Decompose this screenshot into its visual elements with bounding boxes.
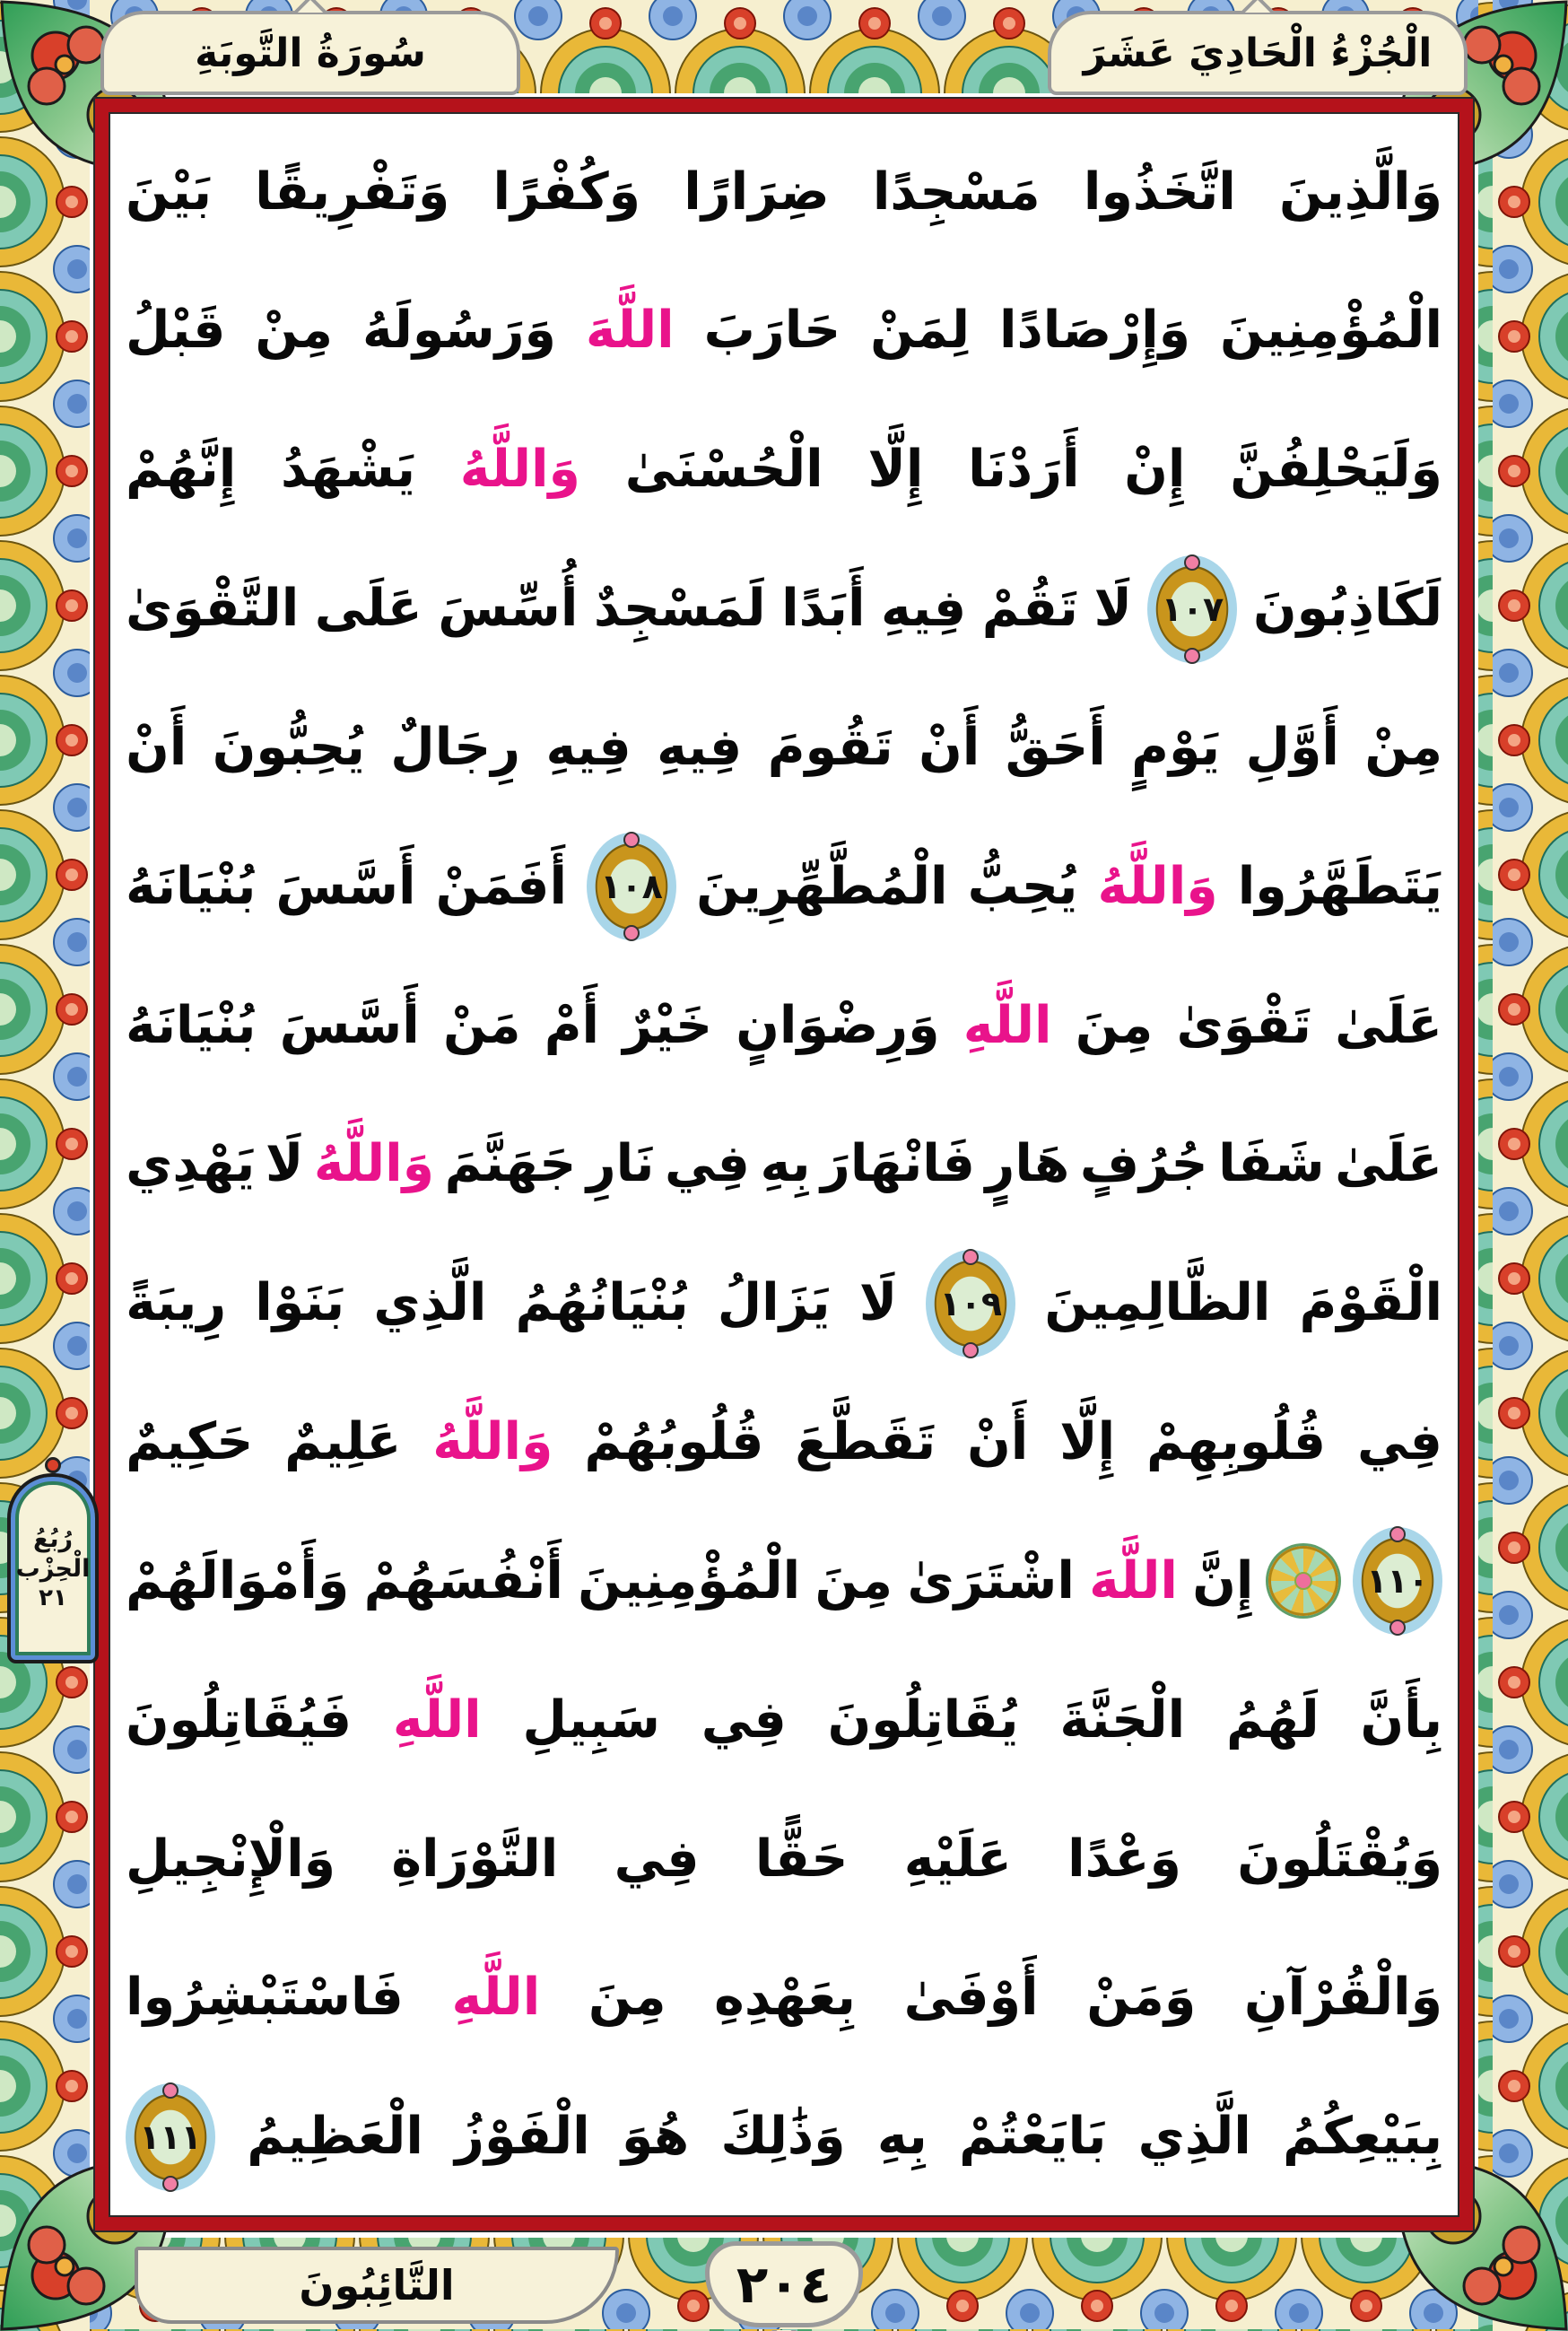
ayah-word: اتَّخَذُوا (1083, 162, 1236, 222)
rub-el-hizb-icon (1268, 1546, 1338, 1616)
surah-title-cartouche (100, 11, 520, 95)
verse-number: ١١٠ (1366, 1561, 1429, 1602)
ayah-word: رِيبَةً (126, 1273, 227, 1333)
ayah-word: حَكِيمٌ (126, 1412, 254, 1472)
allah-word: وَاللَّهُ (1097, 856, 1218, 916)
ayah-word: حَقًّا (754, 1829, 849, 1889)
ayah-word: بُنْيَانَهُ (126, 995, 257, 1055)
ayah-word: يُقَاتِلُونَ (827, 1689, 1019, 1750)
ayah-word: أَوْفَىٰ (903, 1968, 1039, 2028)
ayah-word: فَانْهَارَ (821, 1134, 975, 1194)
allah-word: وَاللَّهُ (432, 1412, 553, 1472)
ayah-word: لَا (1093, 579, 1132, 639)
ayah-word: بِبَيْعِكُمُ (1283, 2107, 1442, 2167)
juz-title-cartouche (1048, 11, 1468, 95)
ayah-word: أَنْ (967, 1412, 1029, 1472)
ayah-word: حَارَبَ (703, 301, 841, 361)
allah-word: اللَّهِ (392, 1689, 482, 1750)
juz-title: الْجُزْءُ الْحَادِيَ عَشَرَ (1083, 30, 1433, 76)
ayah-word: أَمْ (544, 995, 600, 1055)
ayah-word: إِلَّا (1059, 1412, 1116, 1472)
ayah-word: خَيْرٌ (623, 995, 713, 1055)
ayah-word: الَّذِي (373, 1273, 487, 1333)
ayah-word: وَيُقْتَلُونَ (1237, 1829, 1442, 1889)
ayah-word: وَكُفْرًا (492, 162, 641, 222)
ayah-word: أَفَمَنْ (435, 856, 567, 916)
ayah-word: مَسْجِدًا (872, 162, 1041, 222)
ayah-word: وَالْقُرْآنِ (1243, 1968, 1442, 2028)
ayah-word: بِهِ (760, 1134, 811, 1194)
ayah-word: إِنَّ (1192, 1550, 1254, 1611)
ayah-word: بُنْيَانُهُمُ (515, 1273, 689, 1333)
rub-el-hizb-marker (7, 1473, 99, 1663)
ayah-word: مِنَ (1075, 995, 1154, 1055)
quran-line-14 (126, 1932, 1442, 2065)
rub-el-hizb-word1: رُبُعُ (32, 1525, 74, 1553)
ayah-word: تَقُمْ (981, 579, 1078, 639)
ayah-word: فَيُقَاتِلُونَ (126, 1689, 353, 1750)
ayah-word: تَقُومَ (767, 717, 893, 777)
verse-end-medallion (1353, 1527, 1442, 1635)
ayah-word: عَلِيمٌ (284, 1412, 402, 1472)
verse-end-medallion (126, 2083, 215, 2191)
allah-word: اللَّهَ (585, 301, 675, 361)
ayah-word: قُلُوبُهُمْ (584, 1412, 764, 1472)
verse-number: ١٠٩ (939, 1283, 1003, 1323)
allah-word: وَاللَّهُ (459, 440, 580, 500)
ayah-word: فِي (1357, 1412, 1442, 1472)
ayah-word: الْمُؤْمِنِينَ (578, 1550, 801, 1611)
ayah-word: فِيهِ (657, 717, 743, 777)
ayah-word: قُلُوبِهِمْ (1146, 1412, 1327, 1472)
ayah-word: يَشْهَدُ (281, 440, 416, 500)
ayah-word: أَحَقُّ (1005, 717, 1106, 777)
ayah-word: ضِرَارًا (684, 162, 830, 222)
ayah-word: هُوَ (621, 2107, 690, 2167)
ayah-word: فِي (664, 1134, 750, 1194)
ayah-word: الْفَوْزُ (455, 2107, 590, 2167)
rub-el-hizb-number: ٢١ (39, 1585, 67, 1611)
ayah-word: أَنْ (126, 717, 187, 777)
rub-el-hizb-word2: الْحِزْب (15, 1555, 91, 1583)
ayah-word: مِنَ (588, 1968, 666, 2028)
page-number: ٢٠٤ (736, 2254, 832, 2315)
ayah-word: بِهِ (876, 2107, 928, 2167)
ayah-word: الْجَنَّةَ (1059, 1689, 1186, 1750)
ayah-word: عَلَىٰ (1335, 995, 1442, 1055)
ayah-word: بِأَنَّ (1360, 1689, 1442, 1750)
quran-line-13 (126, 1793, 1442, 1925)
ayah-word: لَهُمُ (1225, 1689, 1320, 1750)
ayah-word: يَزَالُ (717, 1273, 831, 1333)
ayah-word: يَتَطَهَّرُوا (1237, 856, 1442, 916)
quran-line-7 (126, 959, 1442, 1092)
ayah-word: وَمَنْ (1086, 1968, 1197, 2028)
ayah-word: يُحِبُّ (967, 856, 1078, 916)
ayah-word: هَارٍ (985, 1134, 1070, 1194)
ayah-word: وَتَفْرِيقًا (255, 162, 450, 222)
ayah-word: يَهْدِي (126, 1134, 256, 1194)
quran-line-12 (126, 1654, 1442, 1786)
ayah-word: أَسَّسَ (275, 856, 416, 916)
ayah-word: بَنَوْا (255, 1273, 345, 1333)
ayah-word: جُرُفٍ (1079, 1134, 1208, 1194)
ayah-word: الْقَوْمَ (1299, 1273, 1442, 1333)
ayah-word: لَا (265, 1134, 304, 1194)
verse-number: ١٠٧ (1161, 589, 1224, 629)
ayah-word: فِي (614, 1829, 700, 1889)
quran-line-15 (126, 2071, 1442, 2204)
ayah-word: وَعْدًا (1067, 1829, 1181, 1889)
allah-word: اللَّهِ (451, 1968, 541, 2028)
ayah-word: وَرَسُولَهُ (362, 301, 556, 361)
ayah-word: وَإِرْصَادًا (998, 301, 1191, 361)
ayah-word: إِلَّا (867, 440, 924, 500)
quran-line-4 (126, 543, 1442, 676)
ayah-word: الْحُسْنَىٰ (624, 440, 823, 500)
allah-word: اللَّهِ (963, 995, 1052, 1055)
ayah-word: شَفَا (1218, 1134, 1325, 1194)
ayah-word: أَسَّسَ (279, 995, 420, 1055)
verse-end-medallion (1147, 555, 1237, 663)
page-number-cartouche (705, 2241, 863, 2327)
ayah-word: عَلَيْهِ (903, 1829, 1012, 1889)
ayah-word: فِيهِ (881, 579, 967, 639)
ayah-word: عَلَى (314, 579, 422, 639)
quran-text-block (126, 118, 1442, 2211)
ayah-word: الْمُؤْمِنِينَ (1219, 301, 1442, 361)
allah-word: اللَّهَ (1089, 1550, 1178, 1611)
ayah-word: الظَّالِمِينَ (1044, 1273, 1271, 1333)
ayah-word: بِعَهْدِهِ (714, 1968, 856, 2028)
verse-number: ١٠٨ (600, 867, 663, 907)
ayah-word: بُنْيَانَهُ (126, 856, 257, 916)
ayah-word: نَارِ (586, 1134, 655, 1194)
ayah-word: فِي (701, 1689, 787, 1750)
ayah-word: الْعَظِيمُ (247, 2107, 423, 2167)
ayah-word: أَرَدْنَا (968, 440, 1080, 500)
quran-line-8 (126, 1098, 1442, 1231)
ayah-word: اشْتَرَىٰ (907, 1550, 1075, 1611)
ayah-word: تَقَطَّعَ (795, 1412, 936, 1472)
verse-number: ١١١ (139, 2117, 202, 2157)
ayah-word: عَلَىٰ (1335, 1134, 1442, 1194)
ayah-word: فِيهِ (545, 717, 632, 777)
ayah-word: التَّقْوَىٰ (126, 579, 300, 639)
ayah-word: رِجَالٌ (390, 717, 521, 777)
ayah-word: لَمَسْجِدٌ (593, 579, 766, 639)
quran-line-1 (126, 126, 1442, 258)
catchword-cartouche (135, 2247, 619, 2324)
ayah-word: لِمَنْ (870, 301, 971, 361)
quran-line-9 (126, 1237, 1442, 1370)
quran-line-2 (126, 265, 1442, 397)
ayah-word: فَاسْتَبْشِرُوا (126, 1968, 404, 2028)
ayah-word: يَوْمٍ (1131, 717, 1221, 777)
ayah-word: أَبَدًا (781, 579, 866, 639)
ayah-word: وَأَمْوَالَهُمْ (126, 1550, 350, 1611)
ayah-word: لَا (858, 1273, 898, 1333)
ayah-word: أَنْفُسَهُمْ (363, 1550, 563, 1611)
quran-line-6 (126, 820, 1442, 953)
ayah-word: سَبِيلِ (522, 1689, 660, 1750)
ayah-word: مَنْ (442, 995, 521, 1055)
ayah-word: تَقْوَىٰ (1176, 995, 1311, 1055)
allah-word: وَاللَّهُ (313, 1134, 435, 1194)
ayah-word: وَالَّذِينَ (1279, 162, 1442, 222)
ayah-word: إِنْ (1124, 440, 1186, 500)
surah-title: سُورَةُ التَّوبَةِ (195, 30, 426, 76)
ayah-word: إِنَّهُمْ (126, 440, 237, 500)
verse-end-medallion (926, 1250, 1015, 1358)
quran-line-11 (126, 1515, 1442, 1647)
ayah-word: بَايَعْتُمْ (959, 2107, 1107, 2167)
ayah-word: وَالْإِنْجِيلِ (126, 1829, 336, 1889)
ayah-word: وَذَٰلِكَ (720, 2107, 846, 2167)
catchword: التَّائِبُونَ (299, 2261, 455, 2309)
ayah-word: جَهَنَّمَ (444, 1134, 577, 1194)
ayah-word: أَنْ (919, 717, 980, 777)
ayah-word: مِنْ (255, 301, 333, 361)
ayah-word: وَلَيَحْلِفُنَّ (1230, 440, 1442, 500)
ayah-word: قَبْلُ (126, 301, 226, 361)
ayah-word: الَّذِي (1137, 2107, 1251, 2167)
ayah-word: مِنْ (1364, 717, 1442, 777)
ayah-word: التَّوْرَاةِ (391, 1829, 559, 1889)
ayah-word: أُسِّسَ (438, 579, 579, 639)
ayah-word: أَوَّلِ (1245, 717, 1339, 777)
ayah-word: يُحِبُّونَ (212, 717, 365, 777)
ayah-word: لَكَاذِبُونَ (1253, 579, 1442, 639)
quran-line-3 (126, 404, 1442, 537)
quran-line-10 (126, 1376, 1442, 1509)
ayah-word: مِنَ (814, 1550, 893, 1611)
ayah-word: الْمُطَّهِّرِينَ (696, 856, 948, 916)
ayah-word: بَيْنَ (126, 162, 212, 222)
ayah-word: وَرِضْوَانٍ (736, 995, 940, 1055)
verse-end-medallion (587, 833, 676, 940)
quran-line-5 (126, 681, 1442, 814)
